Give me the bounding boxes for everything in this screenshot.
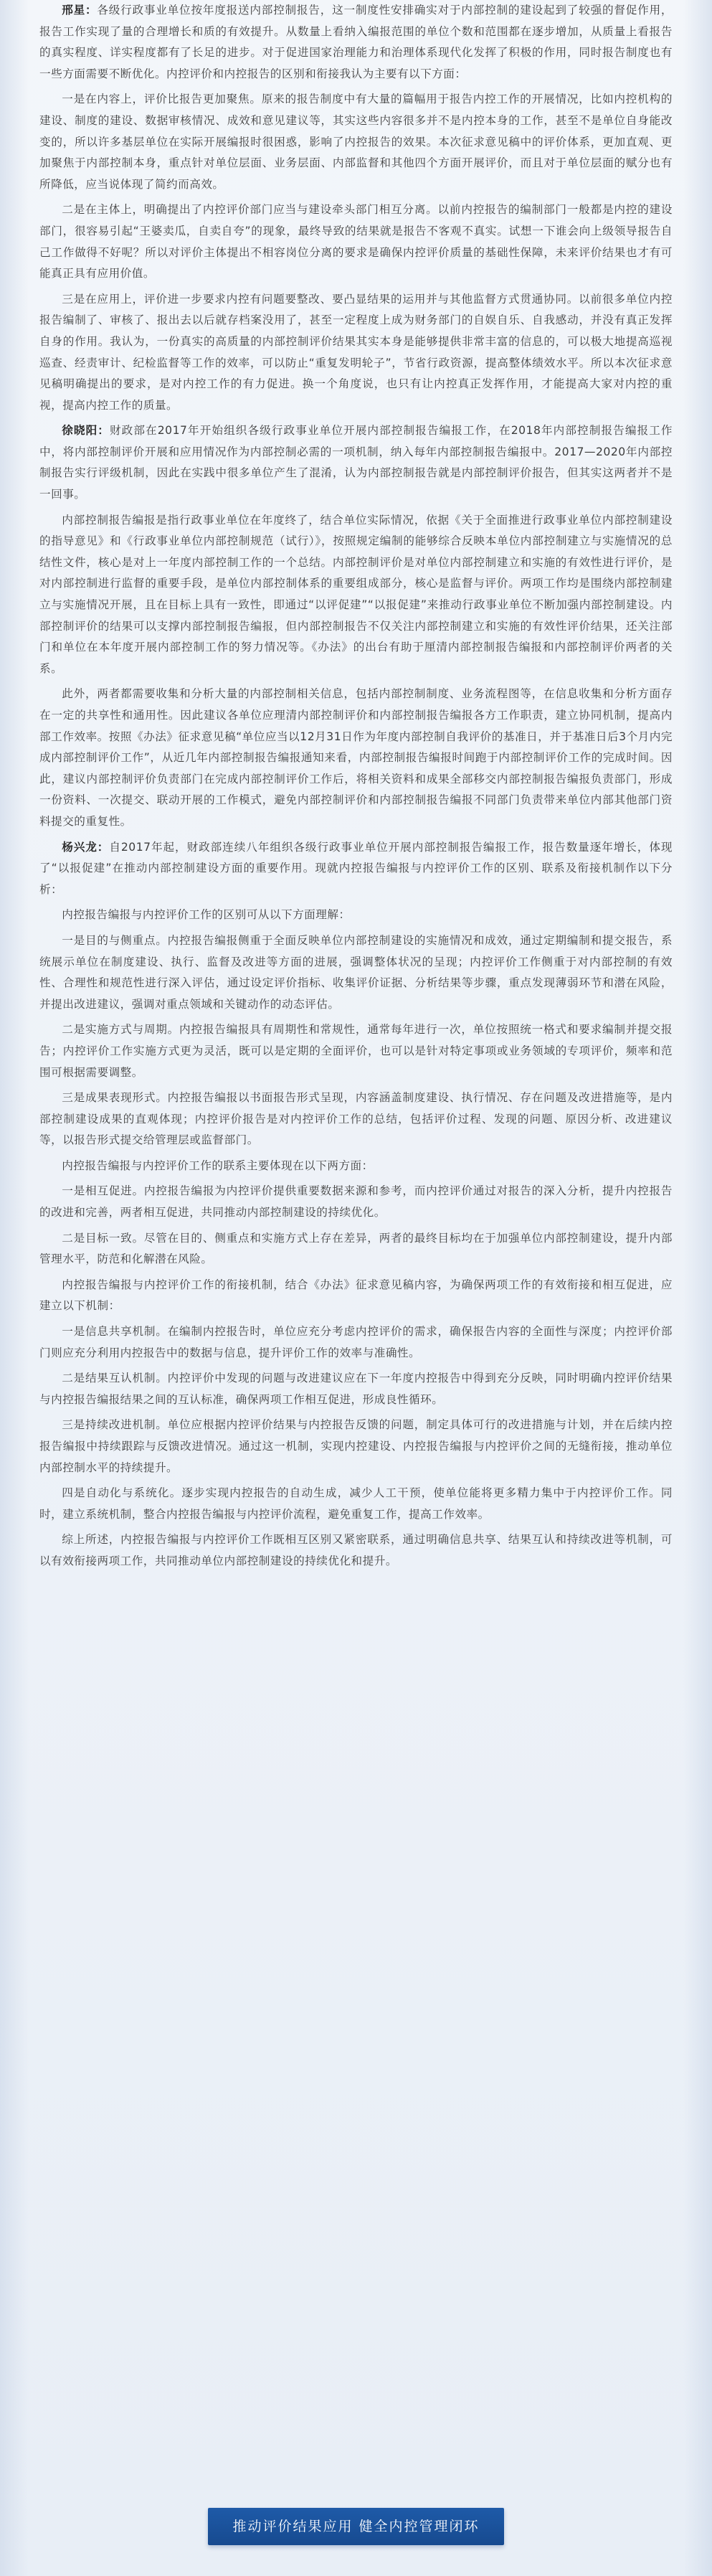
paragraph-text: 自2017年起，财政部连续八年组织各级行政事业单位开展内部控制报告编报工作，报告数量逐年增长，体现了“以报促建”在推动内部控制建设方面的重要作用。现就内控报告编报与内控评价工作的区别、联系及衔接机制作以下分析： xyxy=(39,840,673,896)
speaker-name: 杨兴龙： xyxy=(62,840,110,854)
paragraph xyxy=(39,0,673,85)
paragraph xyxy=(39,684,673,832)
section-banner: 推动评价结果应用 健全内控管理闭环 xyxy=(208,2508,503,2545)
paragraph xyxy=(39,89,673,195)
speaker-name: 徐晓阳： xyxy=(62,424,110,438)
paragraph-text: 一是在内容上，评价比报告更加聚焦。原来的报告制度中有大量的篇幅用于报告内控工作的开展情况，比如内控机构的建设、制度的建设、数据审核情况、成效和意见建议等，其实这些内容很多并不是内控本身的工作，甚至不是单位自身能改变的，所以许多基层单位在实际开展编报时很困惑，影响了内控报告的效果。本次征求意见稿中的评价体系，更加直观、更加聚焦于内部控制本身，重点针对单位层面、业务层面、内部监督和其他四个方面开展评价，而且对于单位层面的赋分也有所降低，应当说体现了简约而高效。 xyxy=(39,93,673,191)
paragraph-text: 一是相互促进。内控报告编报为内控评价提供重要数据来源和参考，而内控评价通过对报告的深入分析，提升内控报告的改进和完善，两者相互促进，共同推动内部控制建设的持续优化。 xyxy=(39,1184,673,1219)
paragraph-text: 四是自动化与系统化。逐步实现内控报告的自动生成，减少人工干预，使单位能将更多精力集中于内控评价工作。同时，建立系统机制，整合内控报告编报与内控评价流程，避免重复工作，提高工作效率。 xyxy=(39,1486,673,1521)
paragraph-text: 二是目标一致。尽管在目的、侧重点和实施方式上存在差异，两者的最终目标均在于加强单位内部控制建设，提升内部管理水平，防范和化解潜在风险。 xyxy=(39,1231,673,1266)
paragraph xyxy=(39,1415,673,1478)
paragraph xyxy=(39,1275,673,1317)
paragraph-text: 二是实施方式与周期。内控报告编报具有周期性和常规性，通常每年进行一次，单位按照统一格式和要求编制并提交报告；内控评价工作实施方式更为灵活，既可以是定期的全面评价，也可以是针对特定事项或业务领域的专项评价，频率和范围可根据需要调整。 xyxy=(39,1023,673,1079)
paragraph xyxy=(39,1321,673,1364)
paragraph xyxy=(39,420,673,505)
paragraph-text: 三是持续改进机制。单位应根据内控评价结果与内控报告反馈的问题，制定具体可行的改进措施与计划，并在后续内控报告编报中持续跟踪与反馈改进情况。通过这一机制，实现内控建设、内控报告编报与内控评价之间的无缝衔接，推动单位内部控制水平的持续提升。 xyxy=(39,1418,673,1474)
paragraph-text: 内控报告编报与内控评价工作的衔接机制，结合《办法》征求意见稿内容，为确保两项工作的有效衔接和相互促进，应建立以下机制： xyxy=(39,1278,673,1313)
paragraph xyxy=(39,1228,673,1270)
paragraph xyxy=(39,1156,673,1177)
paragraph xyxy=(39,199,673,284)
paragraph xyxy=(39,1019,673,1083)
paragraph-text: 二是在主体上，明确提出了内控评价部门应当与建设牵头部门相互分离。以前内控报告的编制部门一般都是内控的建设部门，很容易引起“王婆卖瓜，自卖自夸”的现象，最终导致的结果就是报告不客观不真实。试想一下谁会向上级领导报告自己工作做得不好呢？所以对评价主体提出不相容岗位分离的要求是确保内控评价质量的基础性保障，未来评价结果也才有可能真正具有应用价值。 xyxy=(39,203,673,280)
paragraph xyxy=(39,1181,673,1223)
paragraph-text: 内部控制报告编报是指行政事业单位在年度终了，结合单位实际情况，依据《关于全面推进行政事业单位内部控制建设的指导意见》和《行政事业单位内部控制规范（试行）》，按照规定编制的能够综合反映本单位内部控制建立与实施情况的总结性文件，核心是对上一年度内部控制工作的一个总结。内部控制评价是对单位内部控制建立和实施的有效性进行评价，是对内部控制进行监督的重要手段，是单位内部控制体系的重要组成部分，核心是监督与评价。两项工作均是围绕内部控制建立与实施情况开展，且在目标上具有一致性，即通过“以评促建”“以报促建”来推动行政事业单位不断加强内部控制建设。内部控制评价的结果可以支撑内部控制报告编报，但内部控制报告不仅关注内部控制建立和实施的有效性评价结果，还关注部门和单位在本年度开展内部控制工作的努力情况等。《办法》的出台有助于厘清内部控制报告编报和内部控制评价两者的关系。 xyxy=(39,513,673,675)
left-edge-decoration xyxy=(0,0,29,2576)
paragraph xyxy=(39,837,673,901)
paragraph xyxy=(39,930,673,1015)
paragraph xyxy=(39,510,673,680)
paragraph-text: 此外，两者都需要收集和分析大量的内部控制相关信息，包括内部控制制度、业务流程图等，在信息收集和分析方面存在一定的共享性和通用性。因此建议各单位应理清内部控制评价和内部控制报告编报各方工作职责，建立协同机制，提高内部工作效率。按照《办法》征求意见稿“单位应当以12月31日作为年度内部控制自我评价的基准日，并于基准日后3个月内完成内部控制评价工作”，从近几年内部控制报告编报通知来看，内部控制报告编报时间跑于内部控制评价工作的完成时间。因此，建议内部控制评价负责部门在完成内部控制评价工作后，将相关资料和成果全部移交内部控制报告编报负责部门，形成一份资料、一次提交、联动开展的工作模式，避免内部控制评价和内部控制报告编报不同部门负责带来单位内部其他部门资料提交的重复性。 xyxy=(39,687,673,828)
paragraph xyxy=(39,1368,673,1410)
paragraph xyxy=(39,289,673,417)
paragraph xyxy=(39,1088,673,1151)
paragraph-text: 各级行政事业单位按年度报送内部控制报告，这一制度性安排确实对于内部控制的建设起到了较强的督促作用，报告工作实现了量的合理增长和质的有效提升。从数量上看纳入编报范围的单位个数和范围都在逐步增加，从质量上看报告的真实程度、详实程度都有了长足的进步。对于促进国家治理能力和治理体系现代化发挥了积极的作用，同时报告制度也有一些方面需要不断优化。内控评价和内控报告的区别和衔接我认为主要有以下方面： xyxy=(39,4,673,80)
right-edge-decoration xyxy=(683,0,712,2576)
paragraph-text: 三是在应用上，评价进一步要求内控有问题要整改、要凸显结果的运用并与其他监督方式贯通协同。以前很多单位内控报告编制了、审核了、报出去以后就存档案没用了，甚至一定程度上成为财务部门的自娱自乐、自我感动，并没有真正发挥自身的作用。我认为，一份真实的高质量的内部控制评价结果其实本身是能够提供非常丰富的信息的，可以极大地提高巡视巡查、经责审计、纪检监督等工作的效率，可以防止“重复发明轮子”，节省行政资源，提高整体绩效水平。所以本次征求意见稿明确提出的要求，是对内控工作的有力促进。换一个角度说，也只有让内控真正发挥作用，才能提高大家对内控的重视，提高内控工作的质量。 xyxy=(39,292,673,412)
paragraph-text: 综上所述，内控报告编报与内控评价工作既相互区别又紧密联系，通过明确信息共享、结果互认和持续改进等机制，可以有效衔接两项工作，共同推动单位内部控制建设的持续优化和提升。 xyxy=(39,1533,673,1567)
speaker-name: 邢星： xyxy=(62,4,98,16)
paragraph-text: 内控报告编报与内控评价工作的联系主要体现在以下两方面： xyxy=(62,1159,374,1172)
paragraph-text: 内控报告编报与内控评价工作的区别可从以下方面理解： xyxy=(62,908,351,922)
section-banner-wrap xyxy=(0,2501,712,2552)
paragraph-text: 一是信息共享机制。在编制内控报告时，单位应充分考虑内控评价的需求，确保报告内容的全面性与深度；内控评价部门则应充分利用内控报告中的数据与信息，提升评价工作的效率与准确性。 xyxy=(39,1325,673,1359)
article-body xyxy=(39,0,673,1577)
paragraph-text: 财政部在2017年开始组织各级行政事业单位开展内部控制报告编报工作，在2018年内部控制报告编报工作中，将内部控制评价开展和应用情况作为内部控制必需的一项机制，纳入每年内部控制报告编报中。2017—2020年内部控制报告实行评级机制，因此在实践中很多单位产生了混淆，认为内部控制报告就是内部控制评价报告，但其实这两者并不是一回事。 xyxy=(39,424,673,501)
paragraph xyxy=(39,1483,673,1525)
paragraph-text: 三是成果表现形式。内控报告编报以书面报告形式呈现，内容涵盖制度建设、执行情况、存在问题及改进措施等，是内部控制建设成果的直观体现；内控评价报告是对内控评价工作的总结，包括评价过程、发现的问题、原因分析、改进建议等，以报告形式提交给管理层或监督部门。 xyxy=(39,1091,673,1147)
paragraph xyxy=(39,1529,673,1572)
paragraph-text: 一是目的与侧重点。内控报告编报侧重于全面反映单位内部控制建设的实施情况和成效，通过定期编制和提交报告，系统展示单位在制度建设、执行、监督及改进等方面的进展，强调整体状况的呈现；内控评价工作侧重于对内部控制的有效性、合理性和规范性进行深入评估，通过设定评价指标、收集评价证据、分析结果等步骤，重点发现薄弱环节和潜在风险，并提出改进建议，强调对重点领域和关键动作的动态评估。 xyxy=(39,933,673,1011)
paragraph xyxy=(39,905,673,926)
paragraph-text: 二是结果互认机制。内控评价中发现的问题与改进建议应在下一年度内控报告中得到充分反映，同时明确内控评价结果与内控报告编报结果之间的互认标准，确保两项工作相互促进，形成良性循环。 xyxy=(39,1372,673,1406)
